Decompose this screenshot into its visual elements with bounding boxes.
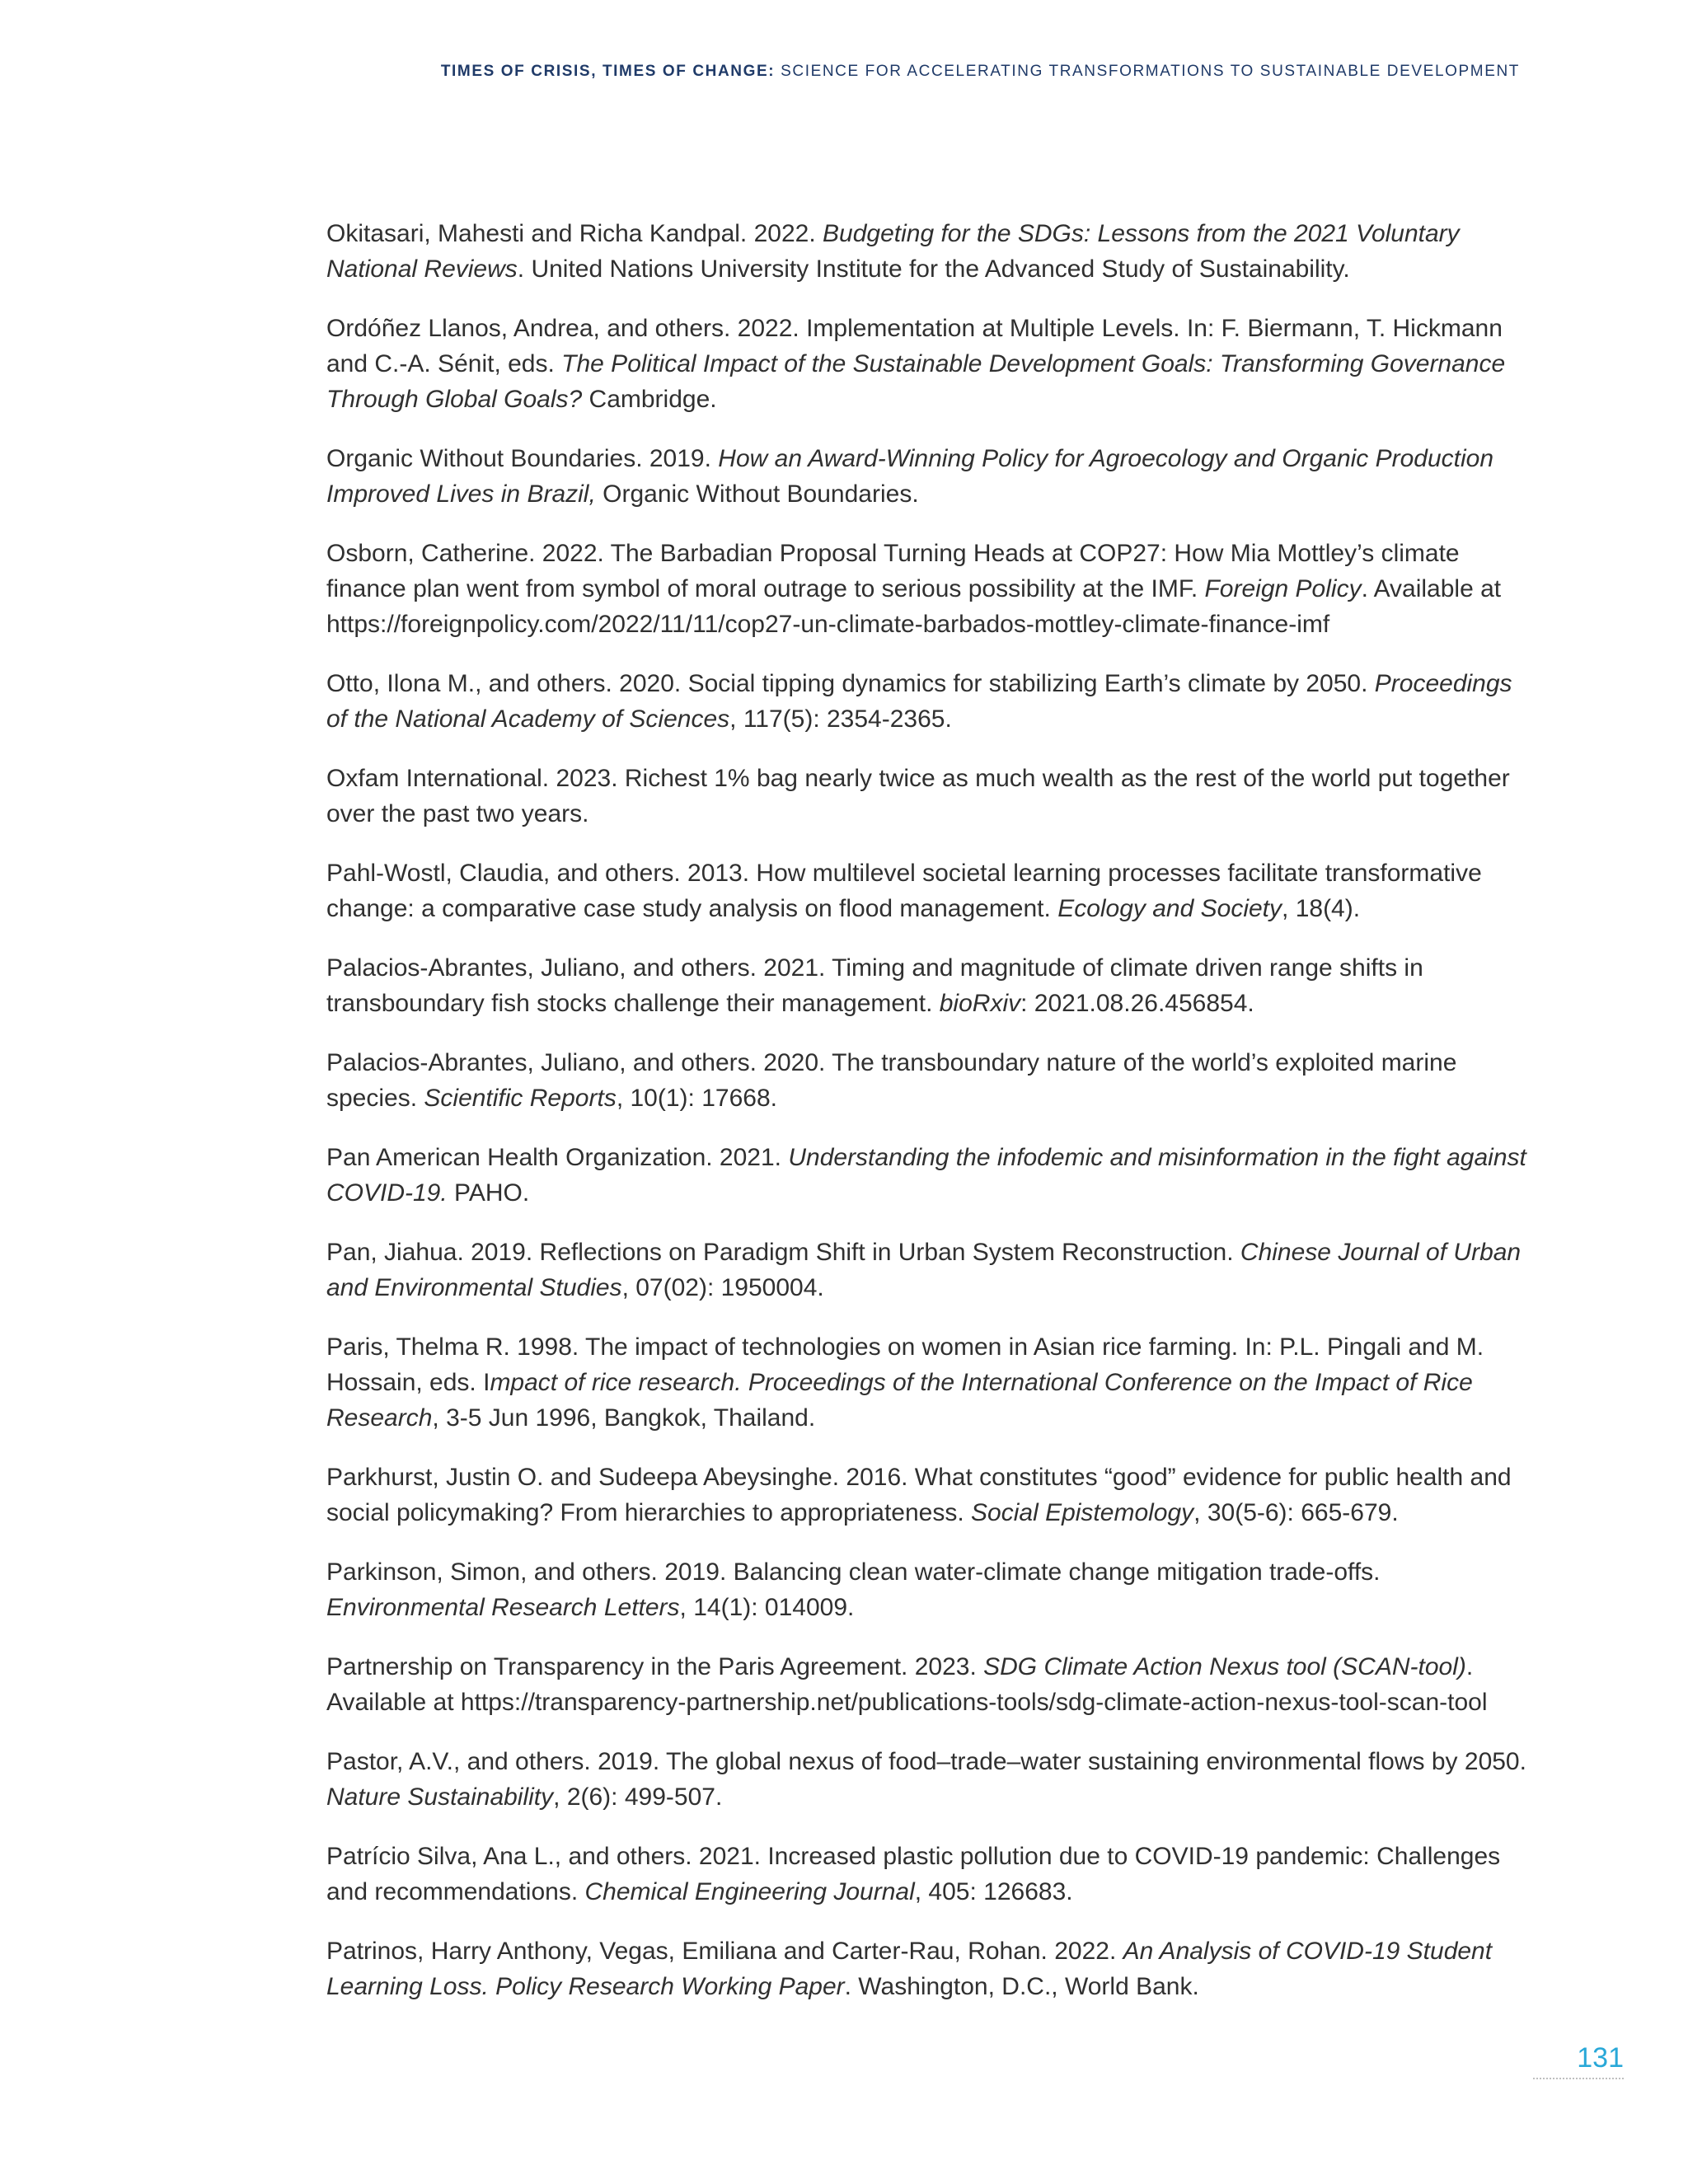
reference-entry [326,1839,1538,1910]
reference-text: Pastor, A.V., and others. 2019. The global nexus of food–trade–water sustaining environmental flows by 2050. [326,1748,1526,1775]
reference-entry [326,950,1538,1021]
reference-text: Pan, Jiahua. 2019. Reflections on Paradigm Shift in Urban System Reconstruction. [326,1239,1240,1266]
reference-tail: Cambridge. [582,386,717,413]
reference-text: Patrinos, Harry Anthony, Vegas, Emiliana and Carter-Rau, Rohan. 2022. [326,1938,1123,1965]
reference-entry [326,1140,1538,1211]
reference-entry [326,441,1538,512]
reference-text: Parkinson, Simon, and others. 2019. Balancing clean water-climate change mitigation trade-offs. [326,1558,1381,1586]
reference-entry [326,1554,1538,1625]
reference-text: Pan American Health Organization. 2021. [326,1144,789,1171]
reference-tail: , 10(1): 17668. [616,1085,777,1112]
reference-entry [326,536,1538,642]
reference-entry [326,1460,1538,1530]
reference-text: Ordóñez Llanos, Andrea, and others. 2022. Implementation at Multiple Levels. In: F. Biermann, T. Hickmann and C.-A. Sénit, eds. [326,315,1503,377]
reference-entry [326,311,1538,417]
reference-tail: , 30(5-6): 665-679. [1193,1499,1399,1526]
reference-entry [326,1045,1538,1116]
reference-tail: . Available at https://transparency-partnership.net/publications-tools/sdg-climate-action-nexus-tool-scan-tool [326,1653,1488,1716]
reference-tail: , 07(02): 1950004. [621,1274,824,1301]
reference-title: Proceedings of the National Academy of Sciences [326,670,1512,733]
reference-tail: Organic Without Boundaries. [595,480,919,508]
reference-title: mpact of rice research. Proceedings of the International Conference on the Impact of Rice Research [326,1369,1473,1432]
reference-entry [326,666,1538,737]
reference-title: Chemical Engineering Journal [584,1878,915,1905]
reference-title: The Political Impact of the Sustainable Development Goals: Transforming Governance Through Global Goals? [326,350,1506,413]
reference-title: Budgeting for the SDGs: Lessons from the 2021 Voluntary National Reviews [326,220,1460,283]
reference-tail: , 14(1): 014009. [679,1594,855,1621]
reference-title: Ecology and Society [1057,895,1282,922]
reference-title: SDG Climate Action Nexus tool (SCAN-tool) [983,1653,1466,1680]
reference-title: How an Award-Winning Policy for Agroecology and Organic Production Improved Lives in Brazil, [326,445,1494,508]
reference-entry [326,855,1538,926]
reference-tail: . United Nations University Institute for the Advanced Study of Sustainability. [517,255,1350,283]
reference-title: Understanding the infodemic and misinformation in the fight against COVID-19. [326,1144,1526,1207]
reference-tail: , 405: 126683. [914,1878,1073,1905]
reference-text: Osborn, Catherine. 2022. The Barbadian Proposal Turning Heads at COP27: How Mia Mottley’s climate finance plan went from symbol of moral outrage to serious possibility at the IMF. [326,540,1460,602]
reference-text: Oxfam International. 2023. Richest 1% bag nearly twice as much wealth as the rest of the world put together over the past two years. [326,765,1510,827]
reference-text: Palacios-Abrantes, Juliano, and others. 2020. The transboundary nature of the world’s exploited marine species. [326,1049,1457,1112]
reference-tail: , 18(4). [1282,895,1361,922]
reference-title: Environmental Research Letters [326,1594,680,1621]
page-number: 131 [1533,2042,1624,2079]
reference-text: Palacios-Abrantes, Juliano, and others. 2021. Timing and magnitude of climate driven range shifts in transboundary fish stocks challenge their management. [326,954,1423,1017]
reference-entry [326,1933,1538,2004]
reference-list [326,216,1538,2028]
reference-entry [326,761,1538,832]
reference-title: Social Epistemology [971,1499,1194,1526]
reference-tail: PAHO. [447,1179,530,1207]
reference-tail: . Available at https://foreignpolicy.com/2022/11/11/cop27-un-climate-barbados-mottley-climate-finance-imf [326,575,1502,638]
reference-entry [326,1744,1538,1815]
running-header-lead: TIMES OF CRISIS, TIMES OF CHANGE: [440,63,776,80]
reference-entry [326,216,1538,287]
reference-text: Paris, Thelma R. 1998. The impact of technologies on women in Asian rice farming. In: P.L. Pingali and M. Hossain, eds. I [326,1333,1484,1396]
reference-text: Partnership on Transparency in the Paris Agreement. 2023. [326,1653,984,1680]
reference-entry [326,1235,1538,1305]
reference-text: Otto, Ilona M., and others. 2020. Social tipping dynamics for stabilizing Earth’s climate by 2050. [326,670,1375,697]
reference-tail: : 2021.08.26.456854. [1020,990,1254,1017]
reference-title: Scientific Reports [424,1085,617,1112]
reference-title: An Analysis of COVID-19 Student Learning Loss. Policy Research Working Paper [326,1938,1493,2000]
reference-tail: , 3-5 Jun 1996, Bangkok, Thailand. [432,1404,816,1432]
reference-title: bioRxiv [939,990,1021,1017]
reference-title: Nature Sustainability [326,1783,554,1811]
reference-text: Pahl-Wostl, Claudia, and others. 2013. How multilevel societal learning processes facilitate transformative change: a comparative case study analysis on flood management. [326,860,1482,922]
reference-text: Patrício Silva, Ana L., and others. 2021. Increased plastic pollution due to COVID-19 pandemic: Challenges and recommendations. [326,1843,1501,1905]
reference-tail: . Washington, D.C., World Bank. [844,1973,1199,2000]
reference-text: Organic Without Boundaries. 2019. [326,445,719,472]
reference-entry [326,1329,1538,1436]
running-header-subtitle: SCIENCE FOR ACCELERATING TRANSFORMATIONS TO SUSTAINABLE DEVELOPMENT [775,63,1520,80]
reference-title: Chinese Journal of Urban and Environmental Studies [326,1239,1522,1301]
reference-tail: , 2(6): 499-507. [553,1783,723,1811]
reference-text: Okitasari, Mahesti and Richa Kandpal. 2022. [326,220,823,247]
reference-title: Foreign Policy [1204,575,1362,602]
reference-text: Parkhurst, Justin O. and Sudeepa Abeysinghe. 2016. What constitutes “good” evidence for public health and social policymaking? From hierarchies to appropriateness. [326,1464,1512,1526]
reference-entry [326,1649,1538,1720]
running-header [441,63,1520,81]
reference-tail: , 117(5): 2354-2365. [729,705,952,733]
